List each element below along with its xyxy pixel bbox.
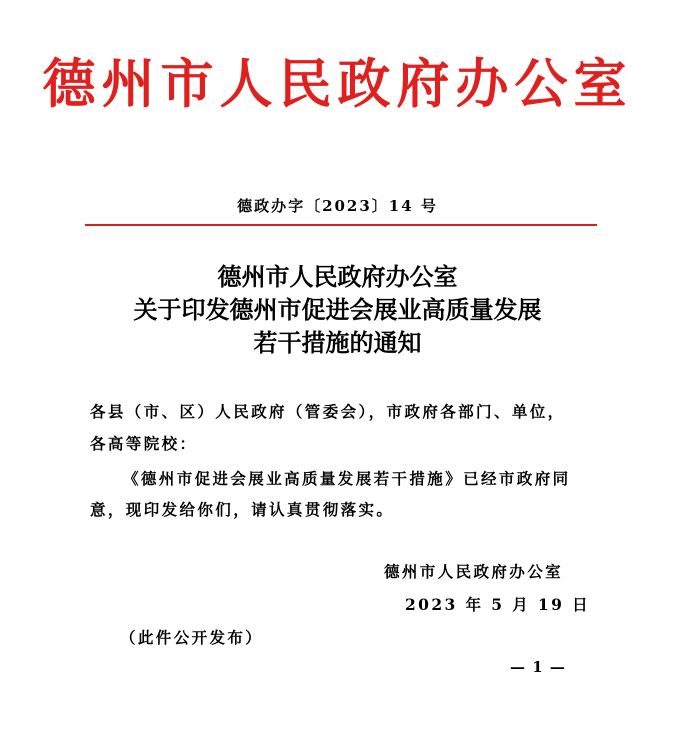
document-number: 德政办字〔2023〕14 号 xyxy=(237,197,438,215)
signature-org: 德州市人民政府办公室 xyxy=(384,562,564,581)
addressee-line: 各高等院校： xyxy=(90,434,198,453)
document-title xyxy=(0,260,675,359)
title-line: 若干措施的通知 xyxy=(253,328,422,357)
masthead-org-name: 德州市人民政府办公室 xyxy=(42,53,633,115)
red-divider-line xyxy=(85,224,597,226)
title-line: 关于印发德州市促进会展业高质量发展 xyxy=(133,295,542,324)
addressee-line: 各县（市、区）人民政府（管委会），市政府各部门、单位， xyxy=(90,402,566,421)
body-paragraph-line: 意，现印发给你们，请认真贯彻落实。 xyxy=(90,500,395,519)
page-number: — 1 — xyxy=(510,658,566,676)
signature-date: 2023 年 5 月 19 日 xyxy=(405,595,590,614)
title-line: 德州市人民政府办公室 xyxy=(217,262,458,291)
body-paragraph-line: 《德州市促进会展业高质量发展若干措施》已经市政府同 xyxy=(123,469,571,488)
publication-note: （此件公开发布） xyxy=(120,628,264,647)
